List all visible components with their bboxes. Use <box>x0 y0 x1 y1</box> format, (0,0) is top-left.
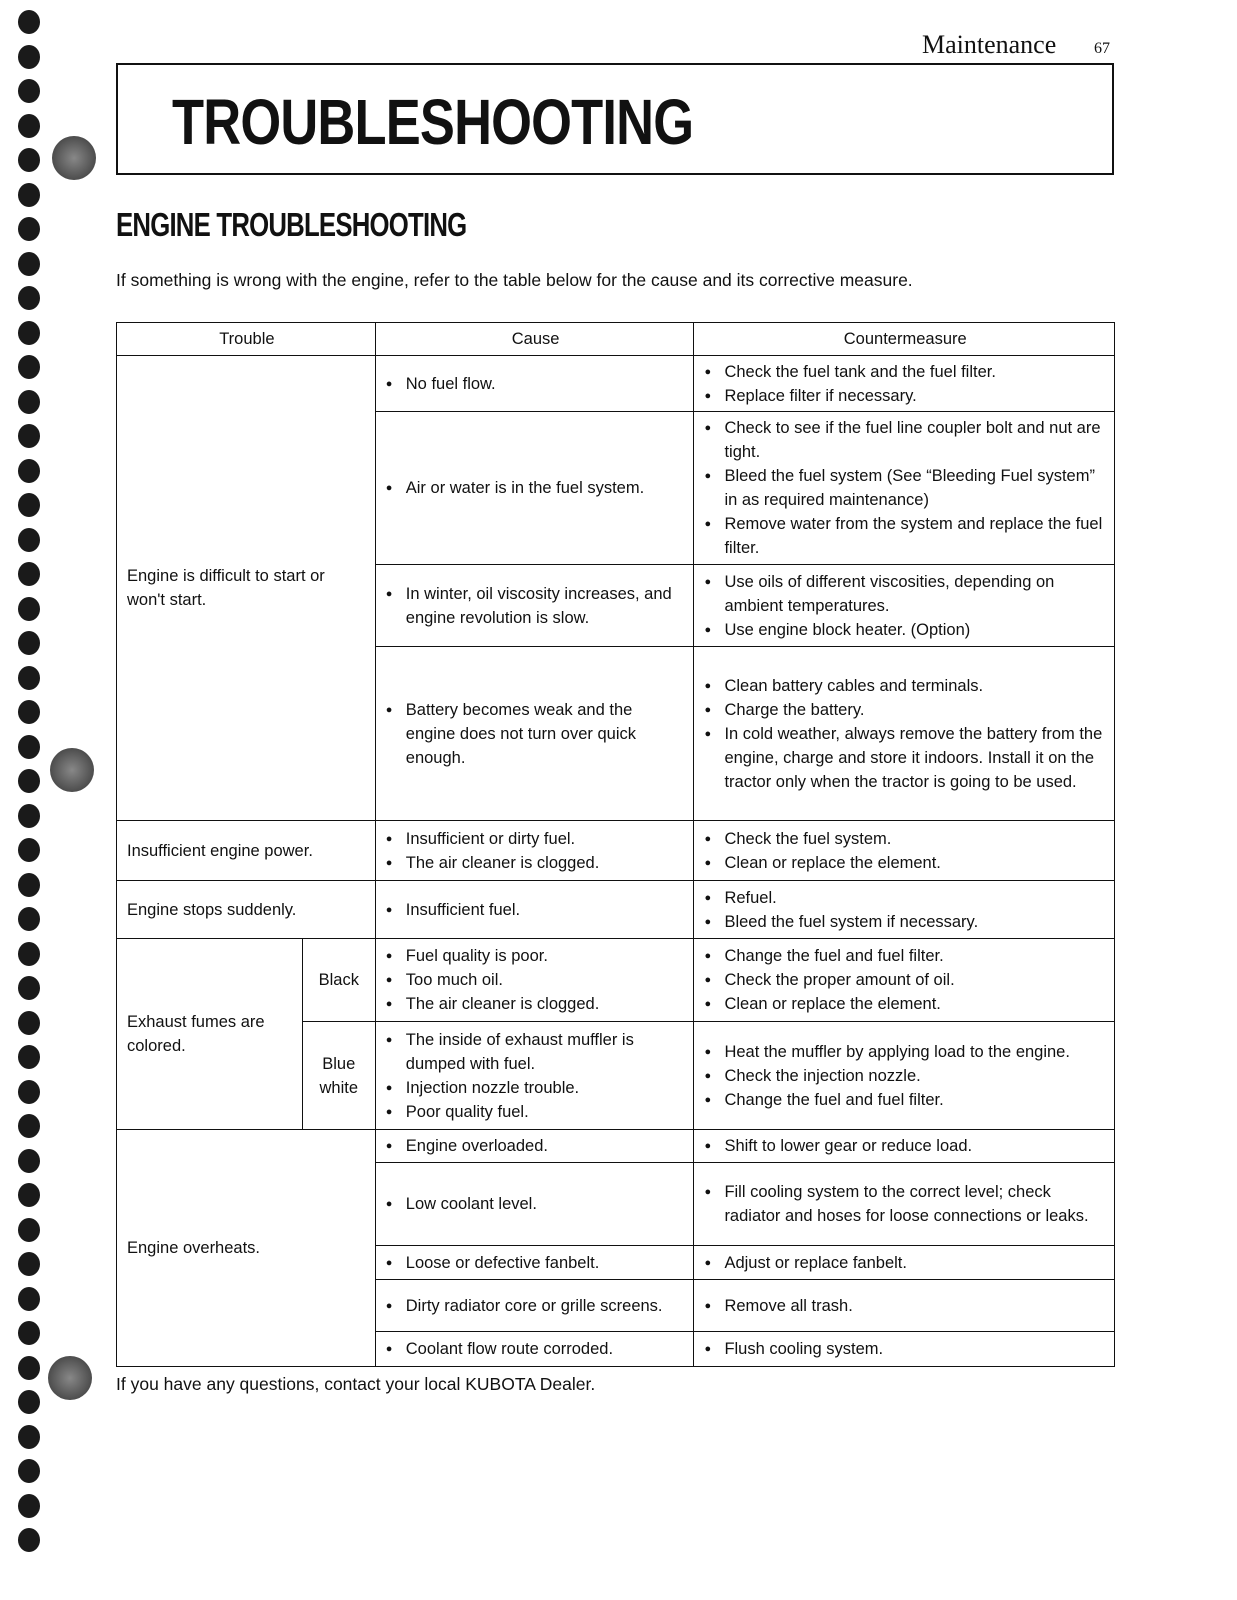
binder-hole <box>18 45 40 69</box>
binder-hole <box>18 148 40 172</box>
column-header-trouble: Trouble <box>117 323 376 356</box>
countermeasure-list <box>704 944 1106 1016</box>
countermeasure-list <box>704 886 1106 934</box>
binder-hole <box>18 1218 40 1242</box>
binder-hole <box>18 424 40 448</box>
countermeasure-item: ● Bleed the fuel system if necessary. <box>704 910 1106 934</box>
countermeasure-list <box>704 1134 1106 1158</box>
binder-hole <box>18 700 40 724</box>
countermeasure-item: ● Clean battery cables and terminals. <box>704 674 1106 698</box>
countermeasure-cell <box>694 821 1115 881</box>
cause-list <box>386 1134 686 1158</box>
binder-hole <box>18 769 40 793</box>
countermeasure-cell <box>694 1130 1115 1163</box>
binder-hole <box>18 735 40 759</box>
countermeasure-item: ● Check the injection nozzle. <box>704 1064 1106 1088</box>
cause-list <box>386 582 686 630</box>
countermeasure-item: ● Check to see if the fuel line coupler bolt and nut are tight. <box>704 416 1106 464</box>
cause-item: ● The air cleaner is clogged. <box>386 851 686 875</box>
binder-hole <box>18 1114 40 1138</box>
binder-ring <box>50 748 94 792</box>
countermeasure-cell <box>694 939 1115 1022</box>
exhaust-color-cell: Black <box>302 939 375 1022</box>
binder-hole <box>18 321 40 345</box>
table-row <box>117 881 1115 939</box>
countermeasure-item: ● Refuel. <box>704 886 1106 910</box>
cause-item: ● Air or water is in the fuel system. <box>386 476 686 500</box>
cause-item: ● The air cleaner is clogged. <box>386 992 686 1016</box>
countermeasure-item: ● Fill cooling system to the correct level; check radiator and hoses for loose connections or leaks. <box>704 1180 1106 1228</box>
countermeasure-item: ● Use engine block heater. (Option) <box>704 618 1106 642</box>
binder-hole <box>18 493 40 517</box>
countermeasure-list <box>704 1180 1106 1228</box>
binder-hole <box>18 907 40 931</box>
countermeasure-cell <box>694 1280 1115 1332</box>
cause-list <box>386 898 686 922</box>
binder-ring <box>52 136 96 180</box>
binder-hole <box>18 1356 40 1380</box>
cause-list <box>386 1294 686 1318</box>
binder-hole <box>18 804 40 828</box>
binder-hole <box>18 666 40 690</box>
cause-cell <box>375 939 694 1022</box>
section-header: Maintenance <box>922 30 1057 59</box>
cause-list <box>386 944 686 1016</box>
countermeasure-item: ● In cold weather, always remove the battery from the engine, charge and store it indoors. Install it on the tractor only when the tractor is going to be used. <box>704 722 1106 794</box>
footer-note: If you have any questions, contact your local KUBOTA Dealer. <box>116 1374 596 1394</box>
countermeasure-item: ● Change the fuel and fuel filter. <box>704 944 1106 968</box>
countermeasure-item: ● Clean or replace the element. <box>704 851 1106 875</box>
countermeasure-item: ● Replace filter if necessary. <box>704 384 1106 408</box>
countermeasure-cell <box>694 647 1115 821</box>
cause-item: ● Injection nozzle trouble. <box>386 1076 686 1100</box>
page-title: TROUBLESHOOTING <box>172 86 694 158</box>
countermeasure-item: ● Bleed the fuel system (See “Bleeding Fuel system” in as required maintenance) <box>704 464 1106 512</box>
exhaust-color-cell: Blue white <box>302 1022 375 1130</box>
section-title: ENGINE TROUBLESHOOTING <box>116 206 467 243</box>
binder-hole <box>18 1321 40 1345</box>
trouble-cell: Engine overheats. <box>117 1130 376 1367</box>
binder-hole <box>18 1528 40 1552</box>
binder-hole <box>18 528 40 552</box>
countermeasure-cell <box>694 1163 1115 1246</box>
cause-item: ● Coolant flow route corroded. <box>386 1337 686 1361</box>
countermeasure-list <box>704 1040 1106 1112</box>
countermeasure-list <box>704 1337 1106 1361</box>
cause-cell <box>375 821 694 881</box>
cause-cell <box>375 356 694 412</box>
countermeasure-item: ● Check the fuel tank and the fuel filter. <box>704 360 1106 384</box>
binder-hole <box>18 1149 40 1173</box>
cause-item: ● Dirty radiator core or grille screens. <box>386 1294 686 1318</box>
binder-hole <box>18 10 40 34</box>
trouble-cell: Exhaust fumes are colored. <box>117 939 303 1130</box>
intro-text: If something is wrong with the engine, refer to the table below for the cause and its corrective measure. <box>116 270 913 290</box>
binder-hole <box>18 1425 40 1449</box>
cause-list <box>386 1028 686 1124</box>
countermeasure-item: ● Remove all trash. <box>704 1294 1106 1318</box>
cause-cell <box>375 1332 694 1367</box>
binder-hole <box>18 1045 40 1069</box>
cause-item: ● The inside of exhaust muffler is dumped with fuel. <box>386 1028 686 1076</box>
countermeasure-item: ● Check the fuel system. <box>704 827 1106 851</box>
cause-cell <box>375 1022 694 1130</box>
cause-list <box>386 372 686 396</box>
page-number: 67 <box>1094 40 1110 57</box>
countermeasure-list <box>704 674 1106 794</box>
cause-list <box>386 1251 686 1275</box>
trouble-cell: Insufficient engine power. <box>117 821 376 881</box>
countermeasure-item: ● Check the proper amount of oil. <box>704 968 1106 992</box>
countermeasure-item: ● Clean or replace the element. <box>704 992 1106 1016</box>
cause-item: ● In winter, oil viscosity increases, and engine revolution is slow. <box>386 582 686 630</box>
cause-item: ● Low coolant level. <box>386 1192 686 1216</box>
column-header-countermeasure: Countermeasure <box>694 323 1115 356</box>
column-header-cause: Cause <box>375 323 694 356</box>
countermeasure-cell <box>694 1022 1115 1130</box>
title-box <box>116 63 1114 175</box>
binder-hole <box>18 217 40 241</box>
cause-cell <box>375 1163 694 1246</box>
cause-cell <box>375 565 694 647</box>
countermeasure-item: ● Use oils of different viscosities, depending on ambient temperatures. <box>704 570 1106 618</box>
binder-hole <box>18 1252 40 1276</box>
cause-cell <box>375 881 694 939</box>
table-header-row <box>117 323 1115 356</box>
cause-list <box>386 698 686 770</box>
binder-hole <box>18 976 40 1000</box>
binder-hole <box>18 1011 40 1035</box>
table-row <box>117 939 1115 1022</box>
binder-hole <box>18 1494 40 1518</box>
cause-item: ● Too much oil. <box>386 968 686 992</box>
cause-item: ● Insufficient fuel. <box>386 898 686 922</box>
countermeasure-list <box>704 1294 1106 1318</box>
cause-item: ● Insufficient or dirty fuel. <box>386 827 686 851</box>
cause-list <box>386 1192 686 1216</box>
table-row <box>117 821 1115 881</box>
binder-hole <box>18 942 40 966</box>
binder-hole <box>18 252 40 276</box>
countermeasure-list <box>704 827 1106 875</box>
cause-list <box>386 827 686 875</box>
countermeasure-list <box>704 570 1106 642</box>
cause-cell <box>375 1246 694 1280</box>
countermeasure-item: ● Shift to lower gear or reduce load. <box>704 1134 1106 1158</box>
binder-hole <box>18 1287 40 1311</box>
countermeasure-cell <box>694 1332 1115 1367</box>
countermeasure-list <box>704 416 1106 560</box>
cause-cell <box>375 412 694 565</box>
troubleshooting-table <box>116 322 1115 1367</box>
countermeasure-cell <box>694 565 1115 647</box>
cause-item: ● Fuel quality is poor. <box>386 944 686 968</box>
binder-hole <box>18 1459 40 1483</box>
cause-item: ● Engine overloaded. <box>386 1134 686 1158</box>
trouble-cell: Engine is difficult to start or won't start. <box>117 356 376 821</box>
binder-hole <box>18 114 40 138</box>
countermeasure-item: ● Adjust or replace fanbelt. <box>704 1251 1106 1275</box>
cause-cell <box>375 1280 694 1332</box>
binder-hole <box>18 1080 40 1104</box>
binder-holes <box>10 10 50 1530</box>
countermeasure-item: ● Flush cooling system. <box>704 1337 1106 1361</box>
binder-hole <box>18 79 40 103</box>
cause-list <box>386 476 686 500</box>
countermeasure-cell <box>694 412 1115 565</box>
binder-hole <box>18 597 40 621</box>
countermeasure-cell <box>694 881 1115 939</box>
cause-item: ● Poor quality fuel. <box>386 1100 686 1124</box>
binder-hole <box>18 355 40 379</box>
cause-item: ● Loose or defective fanbelt. <box>386 1251 686 1275</box>
table-row <box>117 356 1115 412</box>
countermeasure-item: ● Remove water from the system and replace the fuel filter. <box>704 512 1106 560</box>
countermeasure-list <box>704 1251 1106 1275</box>
cause-item: ● No fuel flow. <box>386 372 686 396</box>
countermeasure-item: ● Charge the battery. <box>704 698 1106 722</box>
countermeasure-list <box>704 360 1106 408</box>
countermeasure-cell <box>694 1246 1115 1280</box>
binder-hole <box>18 1390 40 1414</box>
countermeasure-cell <box>694 356 1115 412</box>
binder-hole <box>18 390 40 414</box>
binder-hole <box>18 562 40 586</box>
trouble-cell: Engine stops suddenly. <box>117 881 376 939</box>
cause-list <box>386 1337 686 1361</box>
binder-hole <box>18 459 40 483</box>
table-row <box>117 1130 1115 1163</box>
cause-cell <box>375 1130 694 1163</box>
binder-hole <box>18 873 40 897</box>
binder-hole <box>18 631 40 655</box>
binder-hole <box>18 286 40 310</box>
binder-ring <box>48 1356 92 1400</box>
binder-hole <box>18 1183 40 1207</box>
binder-hole <box>18 183 40 207</box>
binder-hole <box>18 838 40 862</box>
cause-cell <box>375 647 694 821</box>
cause-item: ● Battery becomes weak and the engine does not turn over quick enough. <box>386 698 686 770</box>
countermeasure-item: ● Heat the muffler by applying load to the engine. <box>704 1040 1106 1064</box>
countermeasure-item: ● Change the fuel and fuel filter. <box>704 1088 1106 1112</box>
